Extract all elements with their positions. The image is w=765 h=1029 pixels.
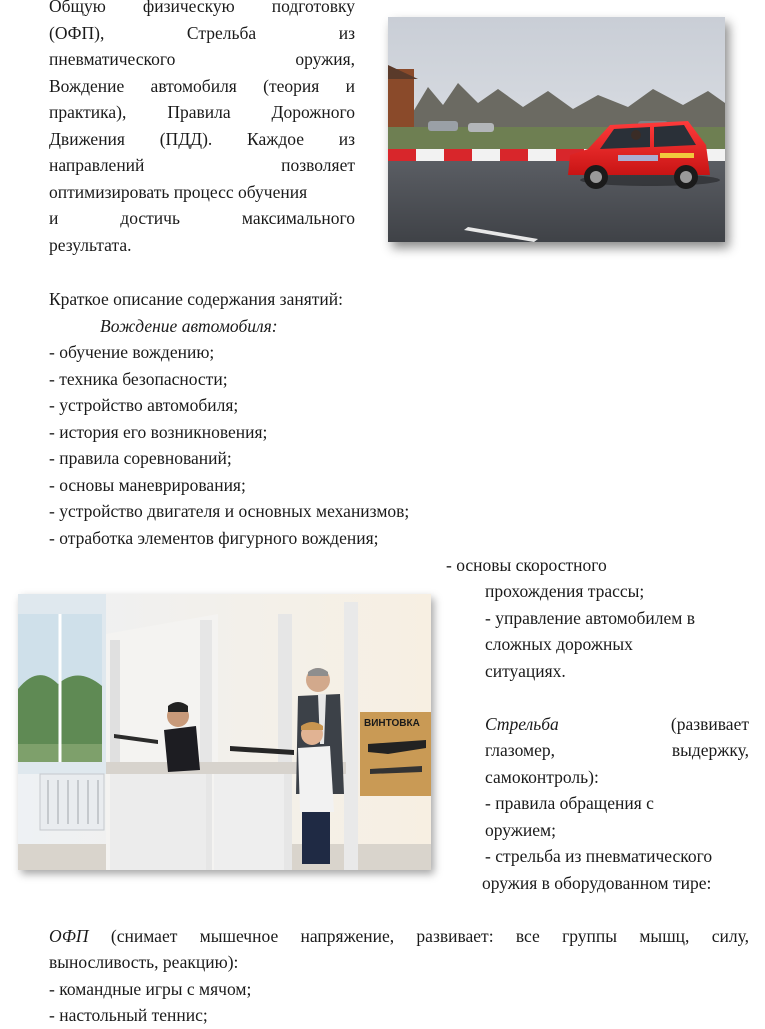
driving-photo-illustration — [388, 17, 725, 242]
window — [18, 594, 106, 774]
intro-line: направлений позволяет — [49, 155, 355, 175]
list-item: - устройство двигателя и основных механизмов; — [49, 501, 410, 521]
list-item: - правила соревнований; — [49, 448, 232, 468]
list-item: оружием; — [485, 820, 556, 840]
list-item: ситуациях. — [485, 661, 566, 681]
list-item: - основы скоростного — [446, 555, 607, 575]
list-item: - стрельба из пневматического — [485, 846, 713, 866]
list-item: - история его возникновения; — [49, 422, 268, 442]
driving-photo — [388, 17, 725, 242]
shooting-title: Стрельба — [485, 714, 559, 734]
list-item: - устройство автомобиля; — [49, 395, 239, 415]
intro-line: оптимизировать процесс обучения — [49, 182, 308, 202]
list-item: - основы маневрирования; — [49, 475, 246, 495]
list-item: оружия в оборудованном тире: — [482, 873, 712, 893]
intro-line: Общую физическую подготовку — [49, 0, 355, 16]
intro-line: Движения (ПДД). Каждое из — [49, 129, 355, 149]
list-item: - командные игры с мячом; — [49, 979, 252, 999]
summary-heading: Краткое описание содержания занятий: — [49, 289, 343, 309]
intro-line: практика), Правила Дорожного — [49, 102, 355, 122]
intro-line: и достичь максимального — [49, 208, 355, 228]
list-item: - техника безопасности; — [49, 369, 228, 389]
shooting-range-photo — [18, 594, 431, 870]
rifle-sign — [360, 712, 431, 796]
list-item: прохождения трассы; — [485, 581, 645, 601]
shooting-line: самоконтроль): — [485, 767, 599, 787]
intro-line: результата. — [49, 235, 132, 255]
ofp-line: выносливость, реакцию): — [49, 952, 239, 972]
ofp-title: ОФП — [49, 926, 89, 946]
intro-line: (ОФП), Стрельба из — [49, 23, 355, 43]
radiator — [40, 774, 104, 830]
shooting-title-line: Стрельба (развивает — [485, 711, 749, 738]
list-item: - настольный теннис; — [49, 1005, 208, 1025]
intro-line: Вождение автомобиля (теория и — [49, 76, 355, 96]
intro-line: пневматического оружия, — [49, 49, 355, 69]
list-item: - правила обращения с — [485, 793, 654, 813]
driving-title: Вождение автомобиля: — [100, 316, 278, 336]
shooting-line: глазомер, выдержку, — [485, 740, 749, 760]
list-item: - управление автомобилем в — [485, 608, 695, 628]
ofp-title-line: ОФП (снимает мышечное напряжение, развивает: все группы мышц, силу, — [49, 923, 749, 950]
list-item: - отработка элементов фигурного вождения; — [49, 528, 379, 548]
list-item: сложных дорожных — [485, 634, 633, 654]
list-item: - обучение вождению; — [49, 342, 215, 362]
shooting-range-illustration — [18, 594, 431, 870]
rifle-sign-label: ВИНТОВКА — [364, 718, 420, 729]
